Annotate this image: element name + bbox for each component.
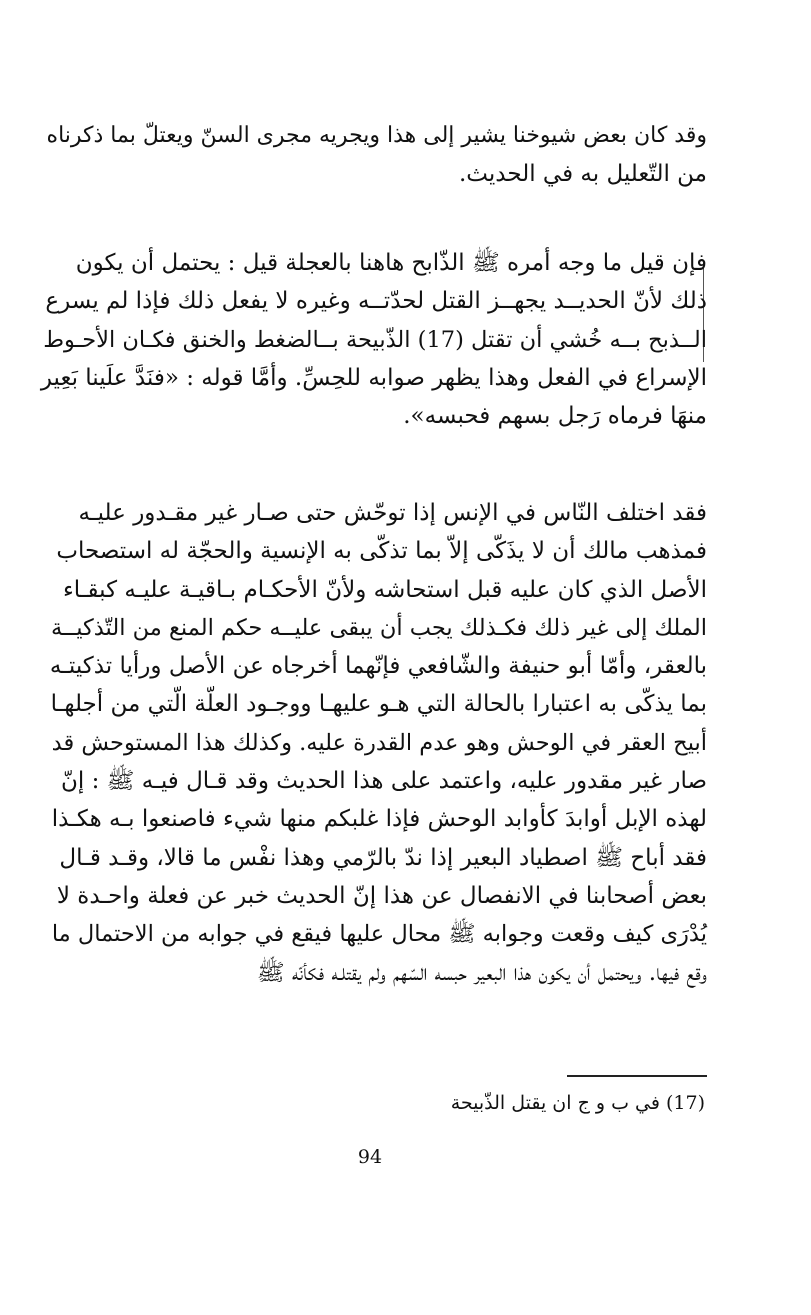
footnote-divider	[567, 1075, 707, 1077]
text-line: وقع فيها. ويحتمل أن يكون هذا البعير حبسه السّهم ولم يقتلـه فكأنّه ﷺ	[256, 959, 707, 986]
text-line: يُدْرَى كيف وقعت وجوابه ﷺ محال عليها فيقع في جوابه من الاحتمال ما	[51, 921, 707, 948]
paragraph-1	[40, 117, 707, 194]
footnote: (17) في ب و ج ان يقتل الذّبيحة	[450, 1092, 705, 1114]
text-line: بالعقر، وأمّا أبو حنيفة والشّافعي فإنّهما أخرجاه عن الأصل ورأيا تذكيتـه	[49, 653, 707, 680]
text-line: صار غير مقدور عليه، واعتمد على هذا الحديث وقد قـال فيـه ﷺ : إنّ	[61, 768, 707, 795]
paragraph-3	[40, 494, 707, 992]
paragraph-2	[40, 244, 707, 435]
text-line: لهذه الإبل أوابدَ كأوابد الوحش فإذا غلبكم منها شيء فاصنعوا بـه هكـذا	[51, 806, 707, 833]
text-line: فقد أباح ﷺ اصطياد البعير إذا ندّ بالرّمي وهذا نفْس ما قالا، وقـد قـال	[59, 844, 707, 871]
text-line: فقد اختلف النّاس في الإنس إذا توحّش حتى صـار غير مقـدور عليـه	[78, 500, 707, 526]
text-line: بعض أصحابنا في الانفصال عن هذا إنّ الحديث خبر عن فعلة واحـدة لا	[56, 882, 707, 909]
text-line: منهَا فرماه رَجل بسهم فحبسه».	[403, 403, 707, 430]
text-line: بما يذكّى به اعتبارا بالحالة التي هـو عليهـا ووجـود العلّة الّتي من أجلهـا	[50, 691, 707, 718]
text-line: فمذهب مالك أن لا يذَكّى إلاّ بما تذكّى به الإنسية والحجّة له استصحاب	[56, 538, 707, 565]
text-line: الأصل الذي كان عليه قبل استحاشه ولأنّ الأحكـام بـاقيـة عليـه كبقـاء	[62, 576, 707, 603]
text-line: أبيح العقر في الوحش وهو عدم القدرة عليه. وكذلك هذا المستوحش قد	[51, 729, 707, 756]
page-number: 94	[357, 1146, 383, 1168]
text-line: ذلك لأنّ الحديــد يجهــز القتل لحدّتــه وغيره لا يفعل ذلك فإذا لم يسرع	[45, 288, 707, 315]
text-line: وقد كان بعض شيوخنا يشير إلى هذا ويجريه مجرى السنّ ويعتلّ بما ذكرناه	[46, 123, 707, 148]
text-line: الــذبح بــه خُشي أن تقتل (17) الذّبيحة بــالضغط والخنق فكـان الأحـوط	[43, 326, 707, 353]
text-line: فإن قيل ما وجه أمره ﷺ الذّابح هاهنا بالعجلة قيل : يحتمل أن يكون	[75, 250, 707, 276]
text-line: الملك إلى غير ذلك فكـذلك يجب أن يبقى عليــه حكم المنع من التّذكيــة	[51, 614, 707, 641]
text-line: من التّعليل به في الحديث.	[459, 161, 707, 188]
text-line: الإسراع في الفعل وهذا يظهر صوابه للحِسِّ. وأمَّا قوله : «فنَدَّ علَينا بَعِير	[40, 364, 707, 391]
